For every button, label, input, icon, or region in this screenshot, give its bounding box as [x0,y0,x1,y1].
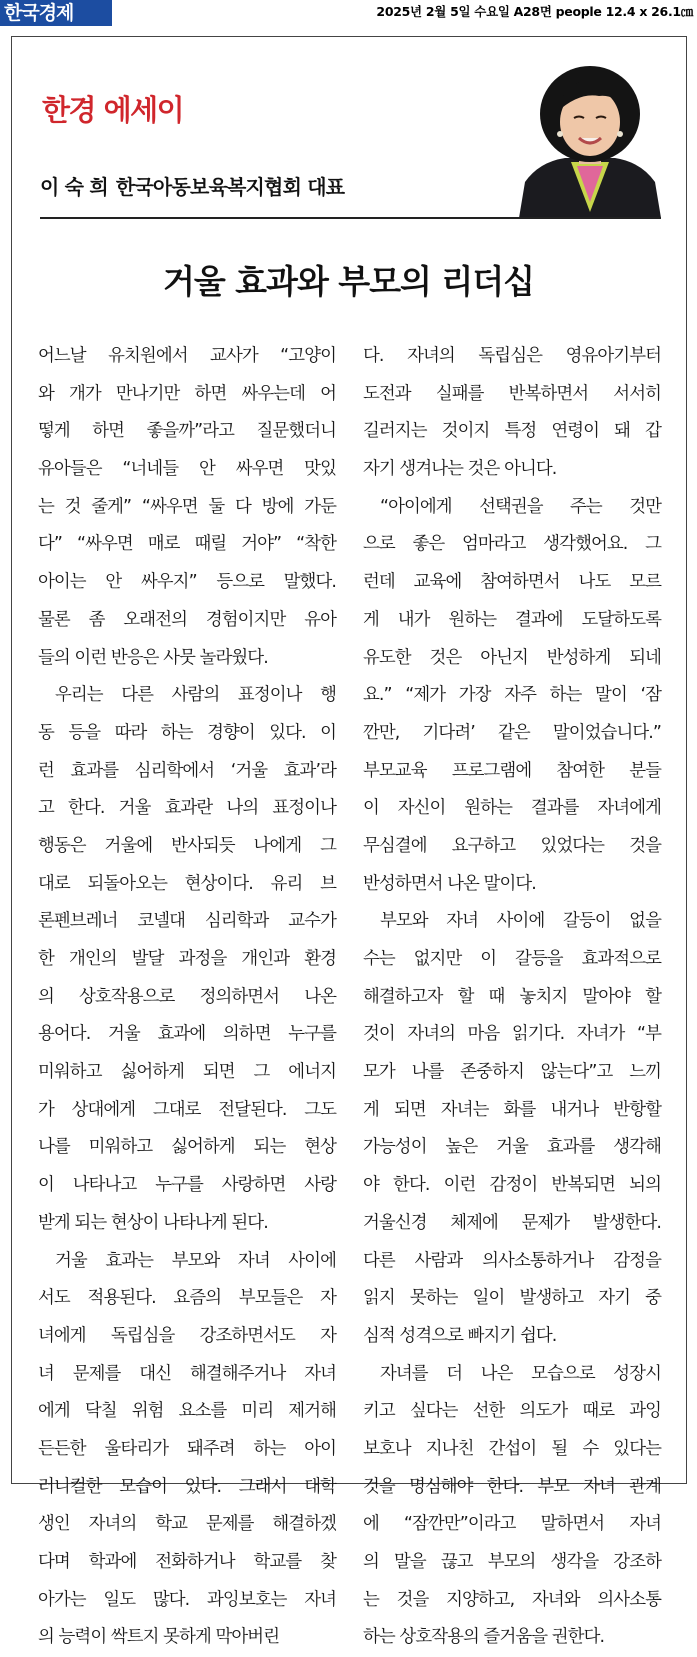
body-text-line: 도전과 실패를 반복하면서 서서히 [363,383,661,404]
body-text-line: 의 상호작용으로 정의하면서 나온 [38,986,336,1007]
body-text-line: 유아들은 “너네들 안 싸우면 맛있 [38,459,336,480]
body-text-line: 자기 생겨나는 것은 아니다. [363,459,557,480]
body-text-line: 하는 상호작용의 즐거움을 권한다. [363,1627,605,1648]
body-text-line: 녀에게 독립심을 강조하면서도 자 [38,1325,336,1346]
body-text-line: 무심결에 요구하고 있었다는 것을 [363,835,661,856]
author-title: 한국아동보육복지협회 대표 [115,175,345,199]
body-text-line: 녀 문제를 대신 해결해주거나 자녀 [38,1363,336,1384]
body-text-line: 키고 싶다는 선한 의도가 때로 과잉 [363,1401,661,1422]
body-text-line: 부모교육 프로그램에 참여한 분들 [363,760,661,781]
body-text-line: 거울 효과는 부모와 자녀 사이에 [55,1250,336,1271]
body-column-left [38,338,336,1657]
issue-meta: 2025년 2월 5일 수요일 A28면 people 12.4 x 26.1㎝ [376,4,693,19]
body-text-line: 자녀를 더 나은 모습으로 성장시 [380,1363,661,1384]
body-text-line: “아이에게 선택권을 주는 것만 [380,496,661,517]
body-text-line: 에게 닥칠 위험 요소를 미리 제거해 [38,1401,336,1422]
body-text-line: 깐만, 기다려’ 같은 말이었습니다.” [363,722,661,743]
body-text-line: 생인 자녀의 학교 문제를 해결하겠 [38,1514,336,1535]
article-headline: 거울 효과와 부모의 리더십 [162,262,535,301]
body-text-line: 이 나타나고 누구를 사랑하면 사랑 [38,1175,336,1196]
header-divider [40,217,661,219]
body-text-line: 야 한다. 이런 감정이 반복되면 뇌의 [363,1175,661,1196]
body-text-line: 수는 없지만 이 갈등을 효과적으로 [363,949,661,969]
body-text-line: 의 말을 끊고 부모의 생각을 강조하 [363,1552,661,1572]
body-text-line: 는 것 줄게” “싸우면 둘 다 방에 가둔 [38,496,336,517]
body-text-line: 유도한 것은 아닌지 반성하게 되네 [363,647,661,668]
body-text-line: 에 “잠깐만”이라고 말하면서 자녀 [363,1514,661,1535]
body-text-line: 서도 적용된다. 요즘의 부모들은 자 [38,1288,336,1309]
body-text-line: 게 내가 원하는 결과에 도달하도록 [363,609,661,630]
body-text-line: 런 효과를 심리학에서 ‘거울 효과’라 [38,760,336,781]
body-text-line: 보호나 지나친 간섭이 될 수 있다는 [363,1438,661,1459]
body-text-line: 의 능력이 싹트지 못하게 막아버린 [38,1627,280,1648]
body-text-line: 우리는 다른 사람의 표정이나 행 [55,685,336,706]
body-text-line: 떻게 하면 좋을까”라고 질문했더니 [38,421,336,442]
body-text-line: 용어다. 거울 효과에 의하면 누구를 [38,1024,336,1045]
body-text-line: 해결하고자 할 때 놓치지 말아야 할 [363,986,661,1007]
body-text-line: 다른 사람과 의사소통하거나 감정을 [363,1250,661,1271]
body-text-line: 물론 좀 오래전의 경험이지만 유아 [38,609,336,630]
body-text-line: 고 한다. 거울 효과란 나의 표정이나 [38,798,336,819]
author-name: 이 숙 희 [40,175,108,199]
body-text-line: 들의 이런 반응은 사뭇 놀라웠다. [38,647,268,668]
body-text-line: 길러지는 것이지 특정 연령이 돼 갑 [363,421,661,442]
body-text-line: 다” “싸우면 매로 때릴 거야” “착한 [38,534,336,555]
body-text-line: 동 등을 따라 하는 경향이 있다. 이 [38,722,336,743]
newspaper-logo: 한국경제 [0,0,112,26]
body-text-line: 다며 학과에 전화하거나 학교를 찾 [38,1552,336,1572]
body-text-line: 가 상대에게 그대로 전달된다. 그도 [38,1099,336,1120]
body-text-line: 부모와 자녀 사이에 갈등이 없을 [380,911,661,932]
author-portrait-icon [519,62,661,218]
body-text-line: 한 개인의 발달 과정을 개인과 환경 [38,949,336,969]
body-text-line: 것을 명심해야 한다. 부모 자녀 관계 [363,1476,661,1497]
body-text-line: 어느날 유치원에서 교사가 “고양이 [38,346,336,366]
body-text-line: 론펜브레너 코넬대 심리학과 교수가 [38,911,336,932]
body-text-line: 으로 좋은 엄마라고 생각했어요. 그 [363,534,661,555]
body-text-line: 심적 성격으로 빠지기 쉽다. [363,1325,557,1346]
body-text-line: 거울신경 체제에 문제가 발생한다. [363,1212,661,1233]
body-text-line: 게 되면 자녀는 화를 내거나 반항할 [363,1099,661,1120]
body-text-line: 것이 자녀의 마음 읽기다. 자녀가 “부 [363,1024,661,1045]
body-text-line: 는 것을 지양하고, 자녀와 의사소통 [363,1589,661,1610]
body-text-line: 이 자신이 원하는 결과를 자녀에게 [363,798,661,819]
body-text-line: 런데 교육에 참여하면서 나도 모르 [363,572,661,593]
body-text-line: 러니컬한 모습이 있다. 그래서 대학 [38,1476,336,1497]
body-text-line: 미워하고 싫어하게 되면 그 에너지 [38,1062,336,1083]
body-text-line: 행동은 거울에 반사되듯 나에게 그 [38,835,336,856]
body-text-line: 요.” “제가 가장 자주 하는 말이 ‘잠 [363,685,661,706]
body-text-line: 아이는 안 싸우지” 등으로 말했다. [38,572,336,593]
body-text-line: 받게 되는 현상이 나타나게 된다. [38,1212,268,1233]
body-text-line: 다. 자녀의 독립심은 영유아기부터 [363,346,661,366]
author-byline [40,171,344,200]
body-text-line: 가능성이 높은 거울 효과를 생각해 [363,1137,661,1158]
column-series-title: 한경 에세이 [42,93,184,127]
body-column-right [363,338,661,1657]
body-text-line: 모가 나를 존중하지 않는다”고 느끼 [363,1062,661,1083]
body-text-line: 대로 되돌아오는 현상이다. 유리 브 [38,873,336,894]
masthead [0,0,697,26]
body-text-line: 읽지 못하는 일이 발생하고 자기 중 [363,1288,661,1309]
body-text-line: 든든한 울타리가 돼주려 하는 아이 [38,1438,336,1459]
body-text-line: 아가는 일도 많다. 과잉보호는 자녀 [38,1589,336,1610]
body-text-line: 와 개가 만나기만 하면 싸우는데 어 [38,383,336,404]
body-text-line: 나를 미워하고 싫어하게 되는 현상 [38,1137,336,1158]
body-text-line: 반성하면서 나온 말이다. [363,873,536,894]
